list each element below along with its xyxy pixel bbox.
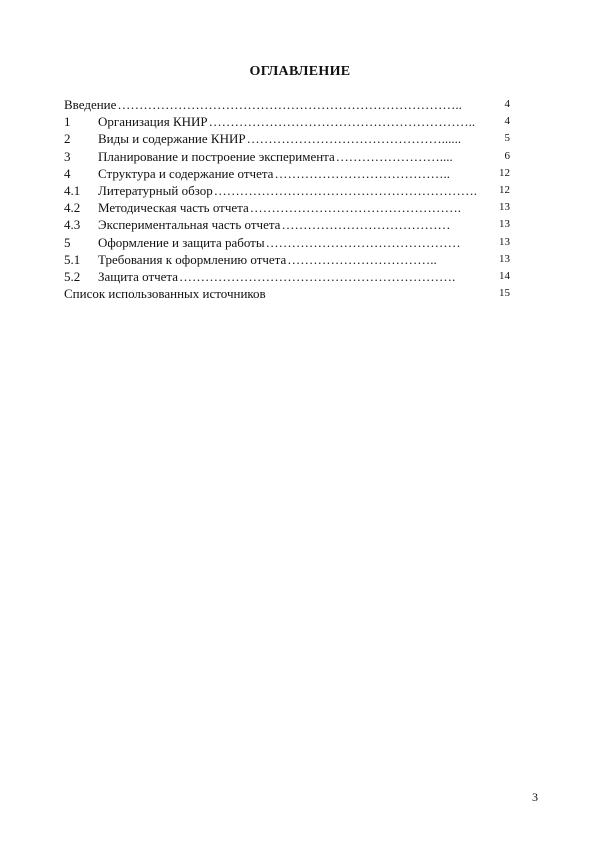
toc-leader-dots: ………………………………….. — [274, 165, 450, 181]
toc-page-number: 5 — [504, 132, 510, 145]
toc-leader-dots: …………………………….. — [287, 251, 437, 267]
toc-entry — [98, 199, 484, 216]
toc-row — [64, 216, 510, 233]
toc-entry — [98, 148, 484, 165]
toc-entry-text: Требования к оформлению отчета — [98, 251, 287, 267]
toc-page-number: 12 — [499, 183, 510, 196]
toc-page-number: 14 — [499, 269, 510, 282]
toc-row — [64, 285, 510, 302]
page-number: 3 — [532, 790, 538, 804]
toc-leader-dots: ………………………………………………………. — [179, 268, 456, 284]
toc-entry-text: Организация КНИР — [98, 114, 208, 130]
toc-entry-text: Список использованных источников — [64, 286, 266, 302]
toc-leader-dots: …………………………………………………….. — [208, 114, 476, 130]
toc-section-number: 4 — [64, 165, 71, 181]
toc-page-number: 13 — [499, 201, 510, 214]
toc-entry — [98, 216, 484, 233]
toc-section-number: 5 — [64, 234, 71, 250]
toc-page-number: 12 — [499, 166, 510, 179]
toc-section-number: 4.3 — [64, 217, 81, 233]
toc-entry-text: Оформление и защита работы — [98, 234, 265, 250]
toc-page-number: 15 — [499, 287, 510, 300]
toc-section-number: 5.1 — [64, 251, 81, 267]
toc-entry — [98, 268, 484, 285]
toc-entry-text: Виды и содержание КНИР — [98, 131, 246, 147]
toc-page-number: 4 — [504, 115, 510, 128]
toc-page-number: 6 — [504, 149, 510, 162]
table-of-contents — [64, 96, 510, 302]
toc-row — [64, 182, 510, 199]
toc-entry-text: Планирование и построение эксперимента — [98, 148, 335, 164]
toc-row — [64, 234, 510, 251]
toc-page-number: 13 — [499, 218, 510, 231]
toc-section-number: 3 — [64, 148, 71, 164]
toc-leader-dots: ……………………………………………………. — [213, 182, 477, 198]
toc-entry — [64, 285, 484, 302]
toc-entry — [64, 96, 484, 113]
toc-section-number: 4.1 — [64, 182, 81, 198]
toc-page-number: 13 — [499, 235, 510, 248]
toc-row — [64, 113, 510, 130]
toc-row — [64, 130, 510, 147]
toc-row — [64, 199, 510, 216]
toc-leader-dots: …………………………………………………………………….. — [117, 97, 462, 112]
toc-entry — [98, 165, 484, 182]
toc-row — [64, 268, 510, 285]
toc-section-number: 1 — [64, 114, 71, 130]
toc-entry — [98, 113, 484, 130]
toc-entry-text: Методическая часть отчета — [98, 200, 249, 216]
toc-entry-text: Защита отчета — [98, 268, 179, 284]
toc-leader-dots: …………………………………………. — [249, 200, 462, 216]
toc-row — [64, 148, 510, 165]
toc-entry — [98, 182, 484, 199]
toc-entry-text: Введение — [64, 97, 117, 112]
toc-row — [64, 96, 510, 113]
toc-page-number: 13 — [499, 252, 510, 265]
toc-entry-text: Структура и содержание отчета — [98, 165, 274, 181]
toc-section-number: 2 — [64, 131, 71, 147]
toc-leader-dots: ………………………………………...... — [246, 131, 462, 147]
toc-entry-text: Экспериментальная часть отчета — [98, 217, 281, 233]
page-title: ОГЛАВЛЕНИЕ — [249, 64, 351, 79]
toc-entry — [98, 234, 484, 251]
toc-row — [64, 165, 510, 182]
toc-leader-dots: …………………….... — [335, 148, 453, 164]
toc-section-number: 4.2 — [64, 200, 81, 216]
toc-page-number: 4 — [504, 98, 510, 110]
toc-section-number: 5.2 — [64, 268, 81, 284]
toc-entry — [98, 251, 484, 268]
toc-entry — [98, 130, 484, 147]
toc-leader-dots: ……………………………………… — [265, 234, 461, 250]
toc-leader-dots: ………………………………… — [281, 217, 451, 233]
toc-entry-text: Литературный обзор — [98, 182, 213, 198]
toc-row — [64, 251, 510, 268]
